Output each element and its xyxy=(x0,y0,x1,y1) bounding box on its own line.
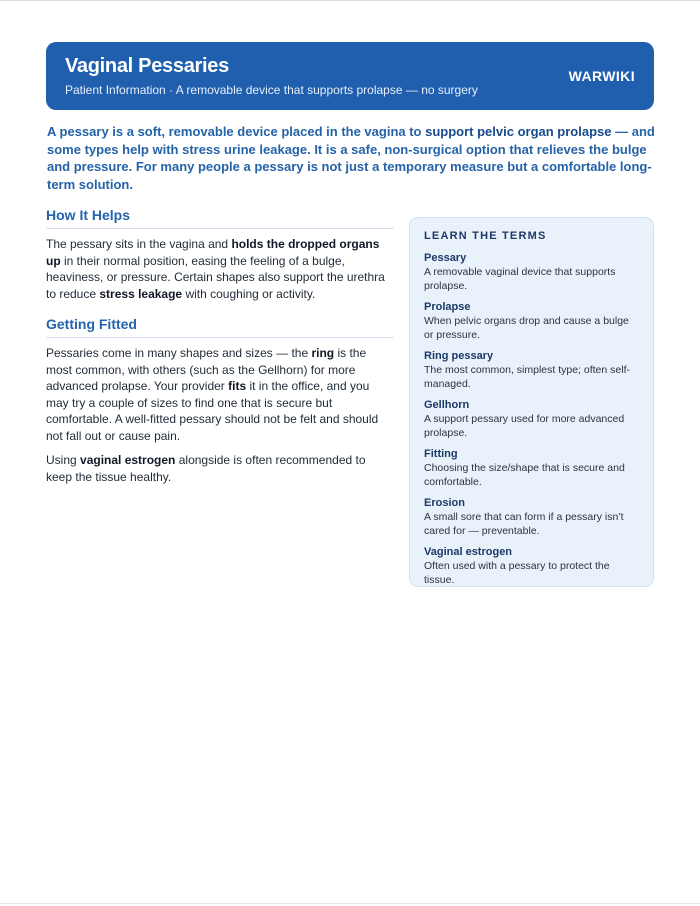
glossary-term xyxy=(424,447,639,489)
bold-run: vaginal estrogen xyxy=(80,453,176,467)
glossary-term xyxy=(424,300,639,342)
glossary-title: LEARN THE TERMS xyxy=(424,230,547,242)
header-banner xyxy=(46,42,654,110)
how-it-helps-paragraph xyxy=(46,236,394,302)
term-definition: A small sore that can form if a pessary isn’t cared for — preventable. xyxy=(424,511,624,537)
page-title: Vaginal Pessaries xyxy=(65,55,229,77)
term-name: Vaginal estrogen xyxy=(424,546,513,558)
intro-text-1: A pessary is a soft, removable device placed in the vagina to xyxy=(47,124,426,139)
glossary-box xyxy=(409,217,654,587)
term-definition: When pelvic organs drop and cause a bulge or pressure. xyxy=(424,315,629,341)
brand-logo-text: WARWIKI xyxy=(568,68,635,84)
section-heading-how-it-helps: How It Helps xyxy=(46,207,394,229)
text-run: Pessaries come in many shapes and sizes — the xyxy=(46,346,312,360)
main-column xyxy=(46,207,394,485)
text-run: The pessary sits in the vagina and xyxy=(46,237,232,251)
getting-fitted-paragraph-1 xyxy=(46,345,394,444)
term-definition: Choosing the size/shape that is secure and comfortable. xyxy=(424,462,625,488)
term-name: Pessary xyxy=(424,252,467,264)
intro-text-2: — and some types help with stress urine leakage. It is a safe, non-surgical option that relieves the bulge and pressure. For many people a pessary is not just a temporary measure but a comfortable long-term solution. xyxy=(47,124,655,192)
glossary-term xyxy=(424,545,639,587)
bottom-divider xyxy=(0,903,700,904)
bold-run: stress leakage xyxy=(99,286,183,301)
page-subtitle: Patient Information · A removable device that supports prolapse — no surgery xyxy=(65,83,478,97)
text-run: it in the office, and you may try a couple of sizes to find one that is secure but comfortable. A well-fitted pessary should not be felt and should not fall out or cause pain. xyxy=(46,379,379,443)
text-run: alongside is often recommended to keep the tissue healthy. xyxy=(46,453,366,484)
term-definition: Often used with a pessary to protect the tissue. xyxy=(424,560,610,586)
term-name: Gellhorn xyxy=(424,399,470,411)
text-run: is the most common, with others (such as the Gellhorn) for more advanced prolapse. Your provider xyxy=(46,346,367,393)
term-name: Ring pessary xyxy=(424,350,494,362)
intro-emphasis: support pelvic organ prolapse xyxy=(425,124,612,139)
intro-paragraph xyxy=(47,123,655,193)
glossary-term xyxy=(424,349,639,391)
section-heading-getting-fitted: Getting Fitted xyxy=(46,316,394,338)
top-divider xyxy=(0,0,700,1)
term-name: Erosion xyxy=(424,497,465,509)
bold-run: holds the dropped organs up xyxy=(46,237,380,268)
term-definition: The most common, simplest type; often self-managed. xyxy=(424,364,630,390)
term-definition: A removable vaginal device that supports prolapse. xyxy=(424,266,616,292)
term-name: Fitting xyxy=(424,448,458,460)
term-definition: A support pessary used for more advanced prolapse. xyxy=(424,413,625,439)
getting-fitted-paragraph-2 xyxy=(46,452,394,485)
text-run: in their normal position, easing the feeling of a bulge, heaviness, or pressure. Certain shapes also support the urethra to reduce xyxy=(46,253,385,301)
bold-run: fits xyxy=(228,379,247,393)
glossary-term xyxy=(424,251,639,293)
text-run: with coughing or activity. xyxy=(182,286,316,301)
glossary-term xyxy=(424,496,639,538)
text-run: Using xyxy=(46,453,81,467)
term-name: Prolapse xyxy=(424,301,471,313)
glossary-term xyxy=(424,398,639,440)
bold-run: ring xyxy=(311,346,335,360)
